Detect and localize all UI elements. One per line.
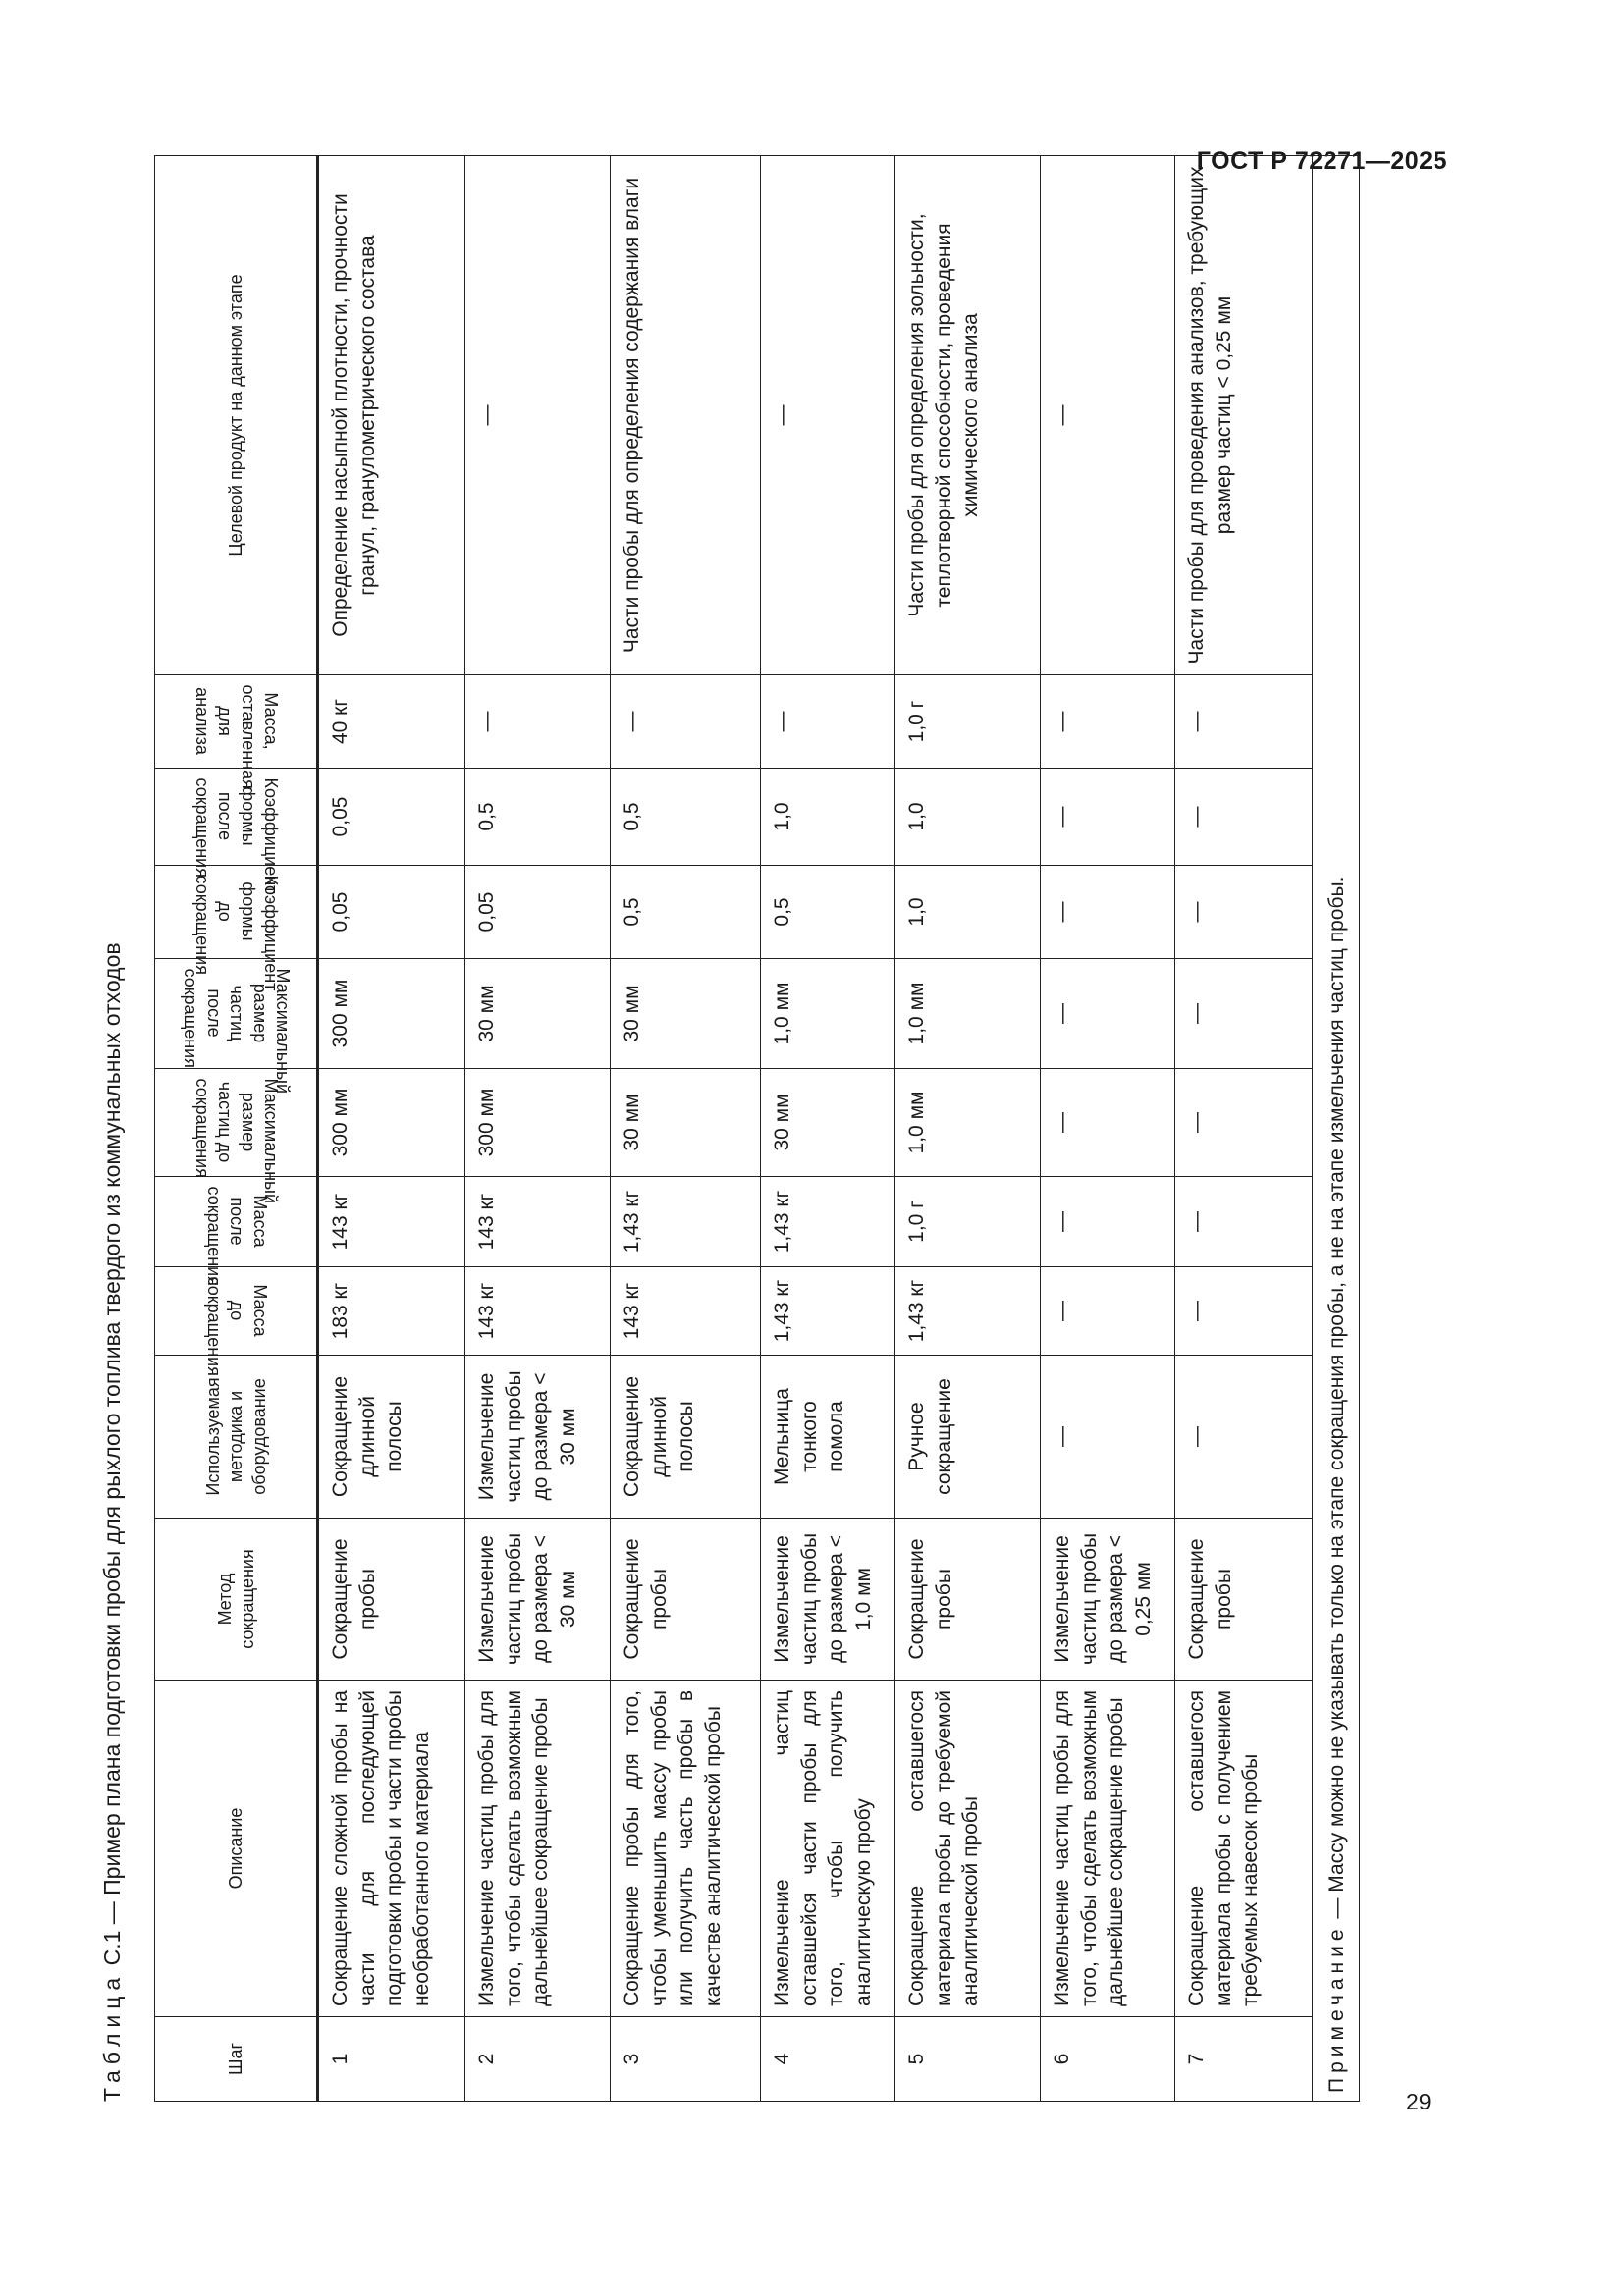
cell-mass-after: — [1175,1177,1313,1267]
cell-mass-before: — [1041,1267,1175,1356]
cell-size-before: 300 мм [318,1069,465,1177]
rotated-table-block [88,156,1411,2102]
cell-description: Измельчение частиц оставшейся части пробы для того, чтобы получить аналитическую пробу [761,1681,895,2017]
cell-size-before: — [1041,1069,1175,1177]
cell-equipment: Сокращение длинной полосы [318,1356,465,1519]
cell-mass-after: 1,43 кг [761,1177,895,1267]
cell-description: Сокращение пробы для того, чтобы уменьшить массу пробы или получить часть пробы в качестве аналитической пробы [611,1681,761,2017]
cell-shape-before: — [1175,866,1313,959]
cell-equipment: Измельчение частиц пробы до размера < 30 мм [465,1356,611,1519]
cell-step: 4 [761,2017,895,2102]
note-word: Примечание [1325,1924,1348,2093]
cell-mass-before: 183 кг [318,1267,465,1356]
cell-description: Измельчение частиц пробы для того, чтобы сделать возможным дальнейшее сокращение пробы [465,1681,611,2017]
cell-target: — [465,156,611,675]
cell-size-after: 1,0 мм [761,959,895,1069]
cell-step: 1 [318,2017,465,2102]
table-row [1175,156,1313,2102]
cell-step: 6 [1041,2017,1175,2102]
cell-mass-retained: 1,0 г [895,675,1041,769]
cell-step: 7 [1175,2017,1313,2102]
cell-size-after: 1,0 мм [895,959,1041,1069]
cell-mass-before: 1,43 кг [895,1267,1041,1356]
col-header-mass-after: Масса после сокращения [155,1177,318,1267]
cell-size-before: 30 мм [611,1069,761,1177]
cell-mass-retained: — [1041,675,1175,769]
table-caption [88,942,135,2102]
header-row [155,156,318,2102]
cell-equipment: Мельница тонкого помола [761,1356,895,1519]
col-header-size-before: Максимальный размер частиц до сокращения [155,1069,318,1177]
cell-mass-after: — [1041,1177,1175,1267]
cell-mass-retained: 40 кг [318,675,465,769]
cell-mass-before: — [1175,1267,1313,1356]
cell-size-before: 1,0 мм [895,1069,1041,1177]
cell-method: Сокращение пробы [611,1519,761,1681]
cell-method: Измельчение частиц пробы до размера < 0,25 мм [1041,1519,1175,1681]
cell-method: Измельчение частиц пробы до размера < 1,0 мм [761,1519,895,1681]
sample-prep-table [154,155,1360,2102]
cell-equipment: — [1041,1356,1175,1519]
cell-description: Измельчение частиц пробы для того, чтобы сделать возможным дальнейшее сокращение пробы [1041,1681,1175,2017]
cell-mass-retained: — [1175,675,1313,769]
col-header-size-after: Максимальный размер частиц после сокращения [155,959,318,1069]
cell-equipment: Сокращение длинной полосы [611,1356,761,1519]
col-header-mass-before: Масса до сокращения [155,1267,318,1356]
col-header-method: Метод сокращения [155,1519,318,1681]
document-id: ГОСТ Р 72271—2025 [1196,147,1447,175]
cell-mass-before: 143 кг [465,1267,611,1356]
cell-shape-before: 0,5 [611,866,761,959]
cell-shape-before: 0,05 [465,866,611,959]
cell-method: Сокращение пробы [1175,1519,1313,1681]
cell-description: Сокращение оставшегося материала пробы до требуемой аналитической пробы [895,1681,1041,2017]
cell-mass-before: 143 кг [611,1267,761,1356]
cell-shape-after: — [1041,769,1175,866]
table-note [1313,156,1360,2102]
cell-description: Сокращение оставшегося материала пробы с получением требуемых навесок пробы [1175,1681,1313,2017]
page-number: 29 [1406,2089,1432,2114]
cell-mass-after: 1,0 г [895,1177,1041,1267]
cell-method: Измельчение частиц пробы до размера < 30 мм [465,1519,611,1681]
cell-shape-before: — [1041,866,1175,959]
table-row [465,156,611,2102]
col-header-target: Целевой продукт на данном этапе [155,156,318,675]
cell-mass-before: 1,43 кг [761,1267,895,1356]
cell-target: — [761,156,895,675]
cell-size-after: 300 мм [318,959,465,1069]
table-note-row [1313,156,1360,2102]
cell-step: 5 [895,2017,1041,2102]
cell-equipment: — [1175,1356,1313,1519]
caption-text: С.1 — Пример плана подготовки пробы для рыхлого топлива твердого из коммунальных отходов [99,942,125,1966]
cell-shape-after: 0,05 [318,769,465,866]
cell-equipment: Ручное сокращение [895,1356,1041,1519]
cell-mass-retained: — [465,675,611,769]
cell-mass-retained: — [611,675,761,769]
cell-size-after: 30 мм [611,959,761,1069]
cell-size-before: 300 мм [465,1069,611,1177]
cell-description: Сокращение сложной пробы на части для последующей подготовки пробы и части пробы необработанного материала [318,1681,465,2017]
cell-target: Части пробы для определения зольности, теплотворной способности, проведения химического анализа [895,156,1041,675]
cell-shape-after: — [1175,769,1313,866]
col-header-step: Шаг [155,2017,318,2102]
cell-step: 2 [465,2017,611,2102]
cell-shape-after: 0,5 [465,769,611,866]
cell-target: Части пробы для проведения анализов, требующих размер частиц < 0,25 мм [1175,156,1313,675]
cell-size-before: — [1175,1069,1313,1177]
col-header-mass-retained: Масса, оставленная для анализа [155,675,318,769]
caption-word: Таблица [99,1971,125,2102]
table-row [318,156,465,2102]
cell-step: 3 [611,2017,761,2102]
col-header-shape-before: Коэффициент формы до сокращения [155,866,318,959]
note-text: — Массу можно не указывать только на этапе сокращения пробы, а не на этапе измельчения частиц пробы. [1325,876,1348,1919]
cell-size-after: — [1041,959,1175,1069]
cell-size-after: — [1175,959,1313,1069]
col-header-shape-after: Коэффициент формы после сокращения [155,769,318,866]
cell-mass-retained: — [761,675,895,769]
cell-shape-before: 0,5 [761,866,895,959]
cell-method: Сокращение пробы [318,1519,465,1681]
table-row [761,156,895,2102]
table-row [611,156,761,2102]
col-header-equipment: Используемая методика и оборудование [155,1356,318,1519]
cell-target: Части пробы для определения содержания влаги [611,156,761,675]
cell-shape-after: 1,0 [895,769,1041,866]
cell-mass-after: 143 кг [465,1177,611,1267]
cell-target: Определение насыпной плотности, прочности гранул, гранулометрического состава [318,156,465,675]
cell-target: — [1041,156,1175,675]
cell-method: Сокращение пробы [895,1519,1041,1681]
cell-shape-after: 1,0 [761,769,895,866]
cell-mass-after: 143 кг [318,1177,465,1267]
table-row [895,156,1041,2102]
cell-shape-before: 1,0 [895,866,1041,959]
table-row [1041,156,1175,2102]
cell-mass-after: 1,43 кг [611,1177,761,1267]
cell-shape-before: 0,05 [318,866,465,959]
col-header-description: Описание [155,1681,318,2017]
cell-shape-after: 0,5 [611,769,761,866]
cell-size-before: 30 мм [761,1069,895,1177]
cell-size-after: 30 мм [465,959,611,1069]
